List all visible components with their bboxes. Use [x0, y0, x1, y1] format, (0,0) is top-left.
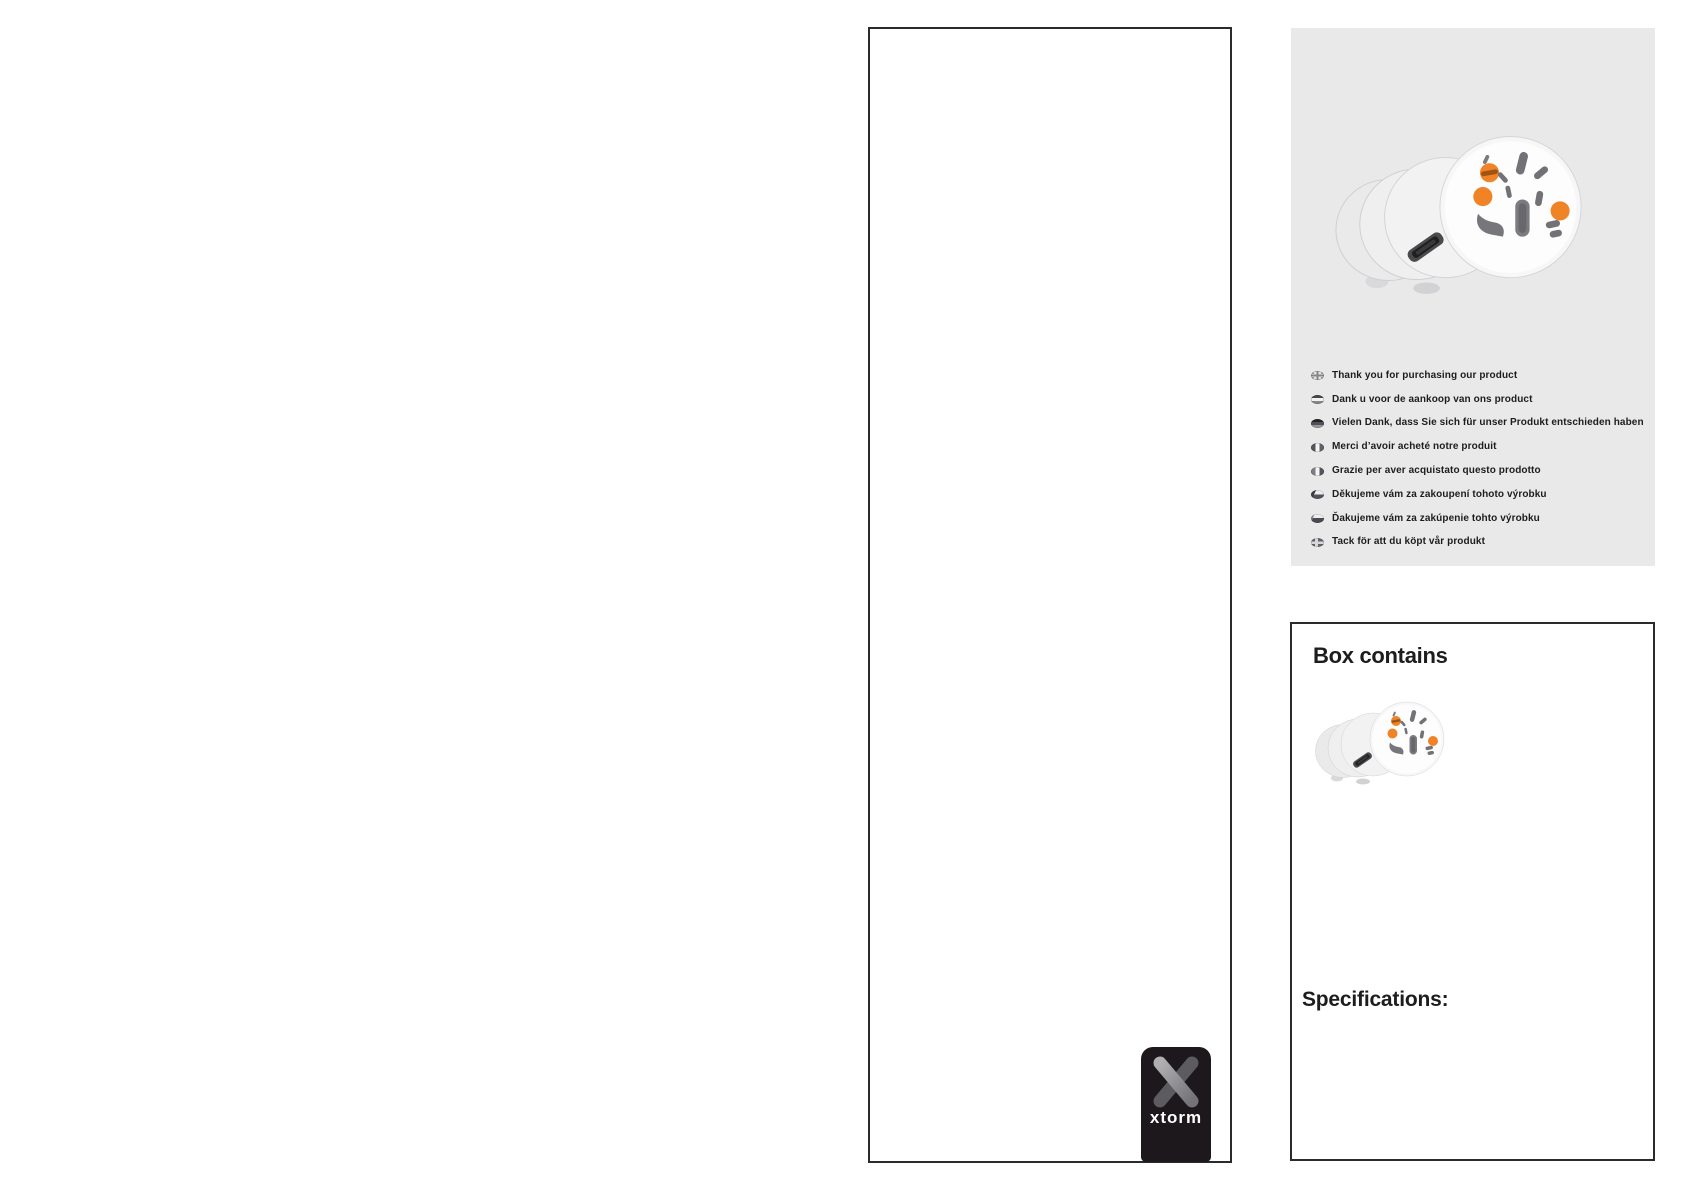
- thanks-item: [1311, 531, 1644, 555]
- nl-flag-icon: [1311, 395, 1324, 404]
- box-contains-title: Box contains: [1313, 643, 1448, 668]
- front-panel-outline: [868, 27, 1232, 1163]
- it-flag-icon: [1311, 467, 1324, 476]
- uk-flag-icon: [1311, 371, 1324, 380]
- thanks-item: [1311, 459, 1644, 483]
- thanks-text: Grazie per aver acquistato questo prodotto: [1332, 465, 1541, 477]
- xtorm-x-icon: [1153, 1056, 1199, 1108]
- fr-flag-icon: [1311, 443, 1324, 452]
- de-flag-icon: [1311, 419, 1324, 428]
- xtorm-wordmark: xtorm: [1149, 1108, 1203, 1127]
- product-photo-large: [1335, 123, 1583, 295]
- thanks-item: [1311, 412, 1644, 436]
- cz-flag-icon: [1311, 490, 1324, 499]
- thanks-text: Thank you for purchasing our product: [1332, 369, 1518, 381]
- se-flag-icon: [1311, 538, 1324, 547]
- specifications-title: Specifications:: [1302, 988, 1449, 1011]
- thanks-item: [1311, 435, 1644, 459]
- thanks-list: [1311, 364, 1644, 554]
- thanks-item: [1311, 507, 1644, 531]
- thanks-text: Tack för att du köpt vår produkt: [1332, 536, 1486, 548]
- box-contains-panel: [1290, 622, 1655, 1161]
- thanks-text: Vielen Dank, dass Sie sich für unser Produkt entschieden haben: [1332, 417, 1644, 429]
- thanks-text: Merci d’avoir acheté notre produit: [1332, 441, 1497, 453]
- thanks-item: [1311, 364, 1644, 388]
- thanks-item: [1311, 483, 1644, 507]
- product-photo-small: [1315, 694, 1445, 786]
- thanks-panel: [1291, 28, 1655, 566]
- xtorm-logo-badge: [1141, 1047, 1211, 1162]
- thanks-text: Ďakujeme vám za zakúpenie tohto výrobku: [1332, 512, 1540, 524]
- thanks-text: Dank u voor de aankoop van ons product: [1332, 393, 1533, 405]
- thanks-item: [1311, 388, 1644, 412]
- thanks-text: Děkujeme vám za zakoupení tohoto výrobku: [1332, 488, 1547, 500]
- sk-flag-icon: [1311, 514, 1324, 523]
